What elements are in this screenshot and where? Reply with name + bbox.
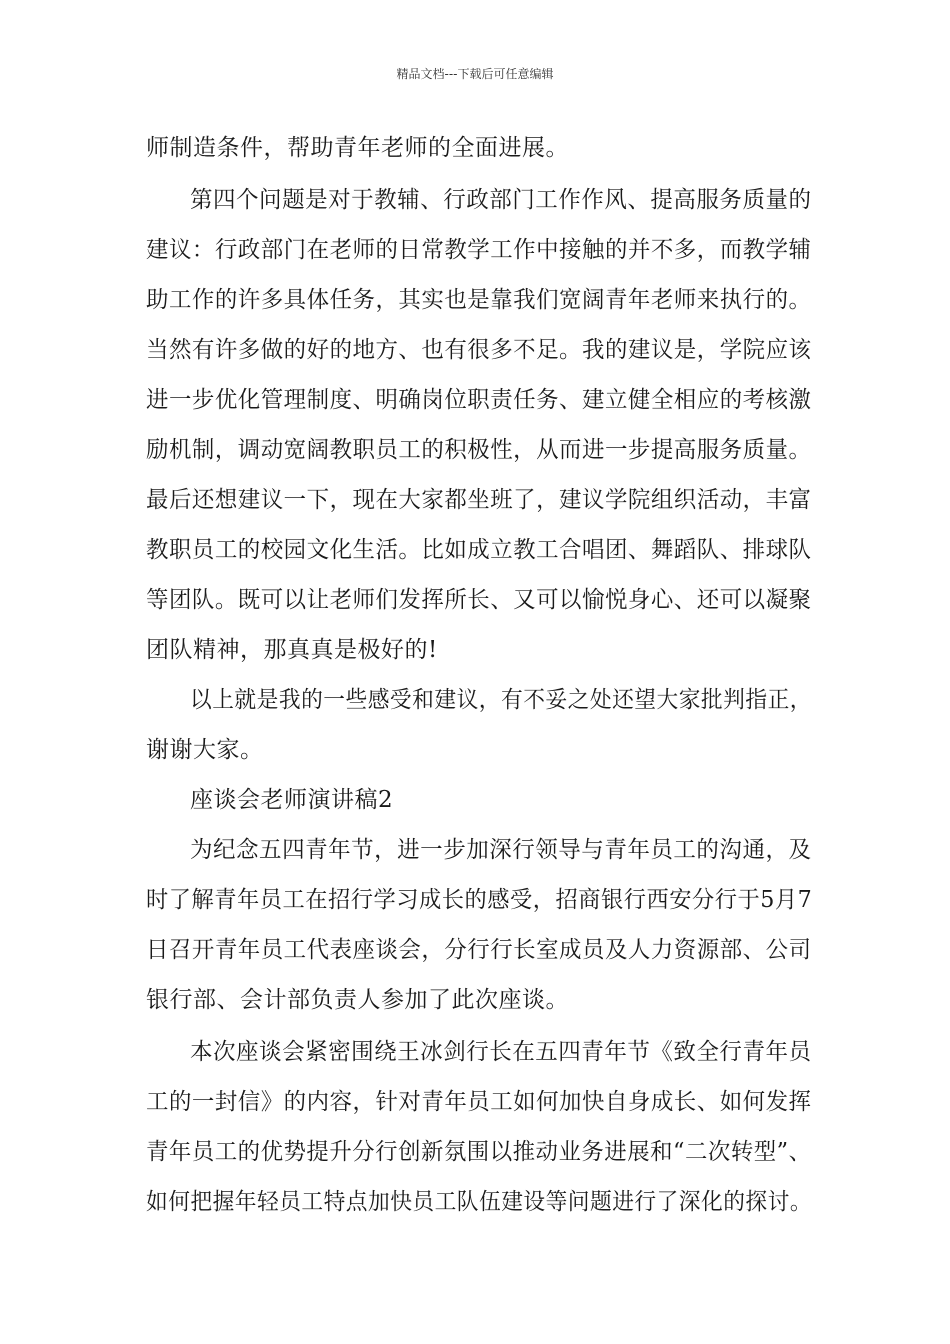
paragraph-first-line: 本次座谈会紧密围绕王冰剑行长在五四青年节《致全行青年员 [190,1039,812,1065]
body-line: 日召开青年员工代表座谈会，分行行长室成员及人力资源部、公司 [146,937,812,963]
body-line: 银行部、会计部负责人参加了此次座谈。 [146,987,569,1013]
body-line: 励机制，调动宽阔教职员工的积极性，从而进一步提高服务质量。 [146,437,812,463]
body-line: 时了解青年员工在招行学习成长的感受，招商银行西安分行于5月7 [146,887,813,913]
body-line: 如何把握年轻员工特点加快员工队伍建设等问题进行了深化的探讨。 [146,1189,813,1215]
body-line: 进一步优化管理制度、明确岗位职责任务、建立健全相应的考核激 [146,387,812,413]
paragraph-first-line: 第四个问题是对于教辅、行政部门工作作风、提高服务质量的 [190,187,812,213]
page-header: 精品文档---下载后可任意编辑 [396,67,554,81]
body-line: 团队精神，那真真是极好的! [146,637,438,663]
body-line: 谢谢大家。 [146,737,264,763]
section-heading: 座谈会老师演讲稿2 [190,787,394,813]
body-line: 师制造条件，帮助青年老师的全面进展。 [146,135,569,161]
body-line: 青年员工的优势提升分行创新氛围以推动业务进展和“二次转型”、 [146,1139,812,1165]
paragraph-first-line: 以上就是我的一些感受和建议，有不妥之处还望大家批判指正， [190,687,813,713]
body-line: 工的一封信》的内容，针对青年员工如何加快自身成长、如何发挥 [146,1089,812,1115]
body-line: 最后还想建议一下，现在大家都坐班了，建议学院组织活动，丰富 [146,487,812,513]
body-line: 建议：行政部门在老师的日常教学工作中接触的并不多，而教学辅 [146,237,812,263]
paragraph-first-line: 为纪念五四青年节，进一步加深行领导与青年员工的沟通，及 [190,837,812,863]
body-line: 助工作的许多具体任务，其实也是靠我们宽阔青年老师来执行的。 [146,287,812,313]
body-line: 当然有许多做的好的地方、也有很多不足。我的建议是，学院应该 [146,337,812,363]
body-line: 教职员工的校园文化生活。比如成立教工合唱团、舞蹈队、排球队 [146,537,812,563]
body-line: 等团队。既可以让老师们发挥所长、又可以愉悦身心、还可以凝聚 [146,587,812,613]
